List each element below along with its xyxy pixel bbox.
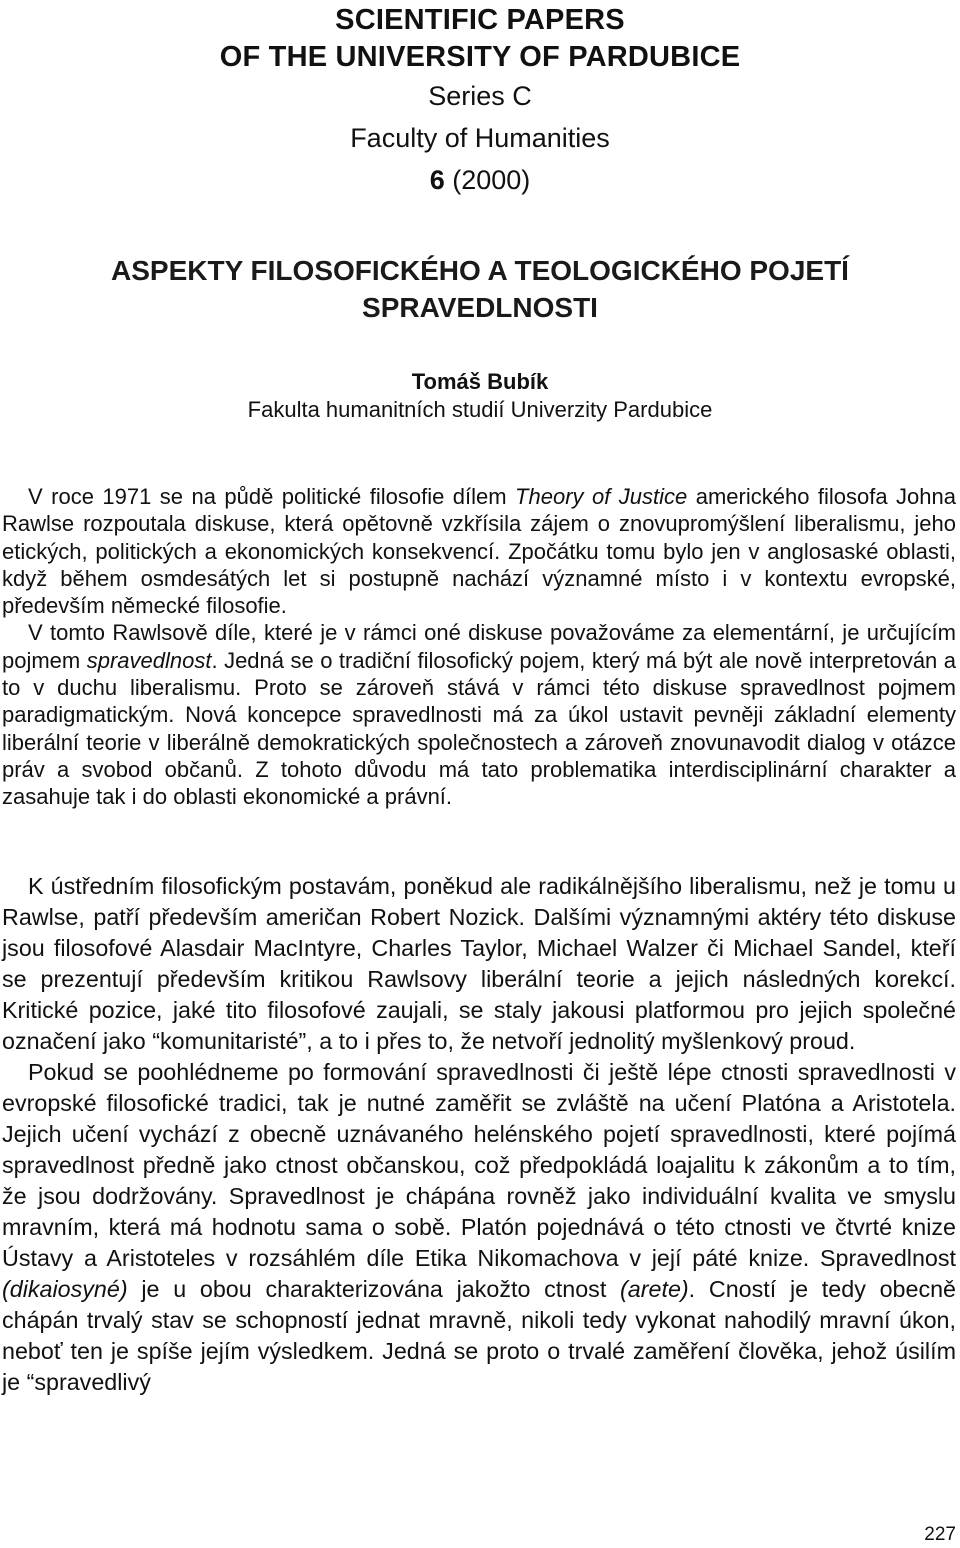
author-name: Tomáš Bubík [411,369,549,394]
abstract-p1-italic-title: Theory of Justice [515,484,688,509]
abstract-paragraph-2 [2,619,956,810]
body-p2-text-a: Pokud se poohlédneme po formování spravedlnosti či ještě lépe ctnosti spravedlnosti v evropské filosofické tradici, tak je nutné zaměřit se zvláště na učení Platóna a Aristotela. Jejich učení vychází z obecně uznávaného helénského pojetí spravedlnosti, které pojímá spravedlnost předně jako ctnost občanskou, což předpokládá loajalitu k zákonům a to tím, že jsou dodržovány. Spravedlnost je chápána rovněž jako individuální kvalita ve smyslu mravním, která má hodnotu sama o sobě. Platón pojednává o této ctnosti ve čtvrté knize Ústavy a Aristoteles v rozsáhlém díle Etika Nikomachova v její páté knize. Spravedlnost [2,1059,956,1271]
abstract-p1-text-b: amerického filosofa Johna Rawlse rozpoutala diskuse, která opětovně vzkřísila zájem o znovupromýšlení liberalismu, jeho etických, politických a ekonomických konsekvencí. Zpočátku tomu bylo jen v anglosaské oblasti, když během osmdesátých let si postupně nachází významné místo i v kontextu evropské, především německé filosofie. [2,484,957,619]
abstract-p2-text-a: V tomto Rawlsově díle, které je v rámci oné diskuse považováme za elementární, je určujícím pojmem [2,620,956,673]
faculty-label: Faculty of Humanities [350,123,610,153]
journal-header [0,0,960,200]
body-text [2,871,956,1398]
article-title-line-1: ASPEKTY FILOSOFICKÉHO A TEOLOGICKÉHO POJETÍ [111,255,849,286]
series-label: Series C [428,81,532,111]
journal-title-line-2: OF THE UNIVERSITY OF PARDUBICE [219,41,741,73]
body-p2-italic-arete: (arete) [620,1276,689,1302]
abstract [2,483,956,811]
journal-title-line-1: SCIENTIFIC PAPERS [335,4,625,36]
volume-label [0,160,960,200]
body-p2-text-c: . Cností je tedy obecně chápán trvalý stav se schopností jednat mravně, nikoli tedy vykonat nahodilý mravní úkon, neboť ten je spíše jejím výsledkem. Jedná se proto o trvalé zaměření člověka, jehož úsilím je “spravedlivý [2,1276,957,1395]
article-title-line-2: SPRAVEDLNOSTI [362,292,598,323]
abstract-p1-text-a: V roce 1971 se na půdě politické filosofie dílem [28,484,516,509]
body-p2-text-b: je u obou charakterizována jakožto ctnost [127,1276,621,1302]
page-number: 227 [924,1524,956,1545]
body-paragraph-2 [2,1057,956,1398]
abstract-p2-italic-term: spravedlnost [86,647,212,673]
body-paragraph-1: K ústředním filosofickým postavám, poněkud ale radikálnějšího liberalismu, než je tomu u Rawlse, patří především američan Robert Nozick. Dalšími významnými aktéry této diskuse jsou filosofové Alasdair MacIntyre, Charles Taylor, Michael Walzer či Michael Sandel, kteří se prezentují především kritikou Rawlsovy liberální teorie a jejich následných korekcí. Kritické pozice, jaké tito filosofové zaujali, se staly jakousi platformou pro jejich společné označení jako “komunitaristé”, a to i přes to, že netvoří jednolitý myšlenkový proud. [2,873,956,1054]
volume-year: (2000) [452,165,531,195]
abstract-paragraph-1 [2,483,956,619]
body-p2-italic-dikaiosyne: (dikaiosyné) [2,1276,128,1302]
article-title [0,252,960,326]
volume-number: 6 [429,165,445,195]
abstract-p2-text-b: . Jedná se o tradiční filosofický pojem, který má být ale nově interpretován a to v duchu liberalismu. Proto se zároveň stává v rámci této diskuse spravedlnost pojmem paradigmatickým. Nová koncepce spravedlnosti má za úkol ustavit pevněji základní elementy liberální teorie v liberálně demokratických společnostech a zároveň znovunavodit dialog v otázce práv a svobod občanů. Z tohoto důvodu má tato problematika interdisciplinární charakter a zasahuje tak i do oblasti ekonomické a právní. [2,647,956,810]
author-affiliation: Fakulta humanitních studií Univerzity Pardubice [247,397,713,422]
author-block [0,368,960,424]
